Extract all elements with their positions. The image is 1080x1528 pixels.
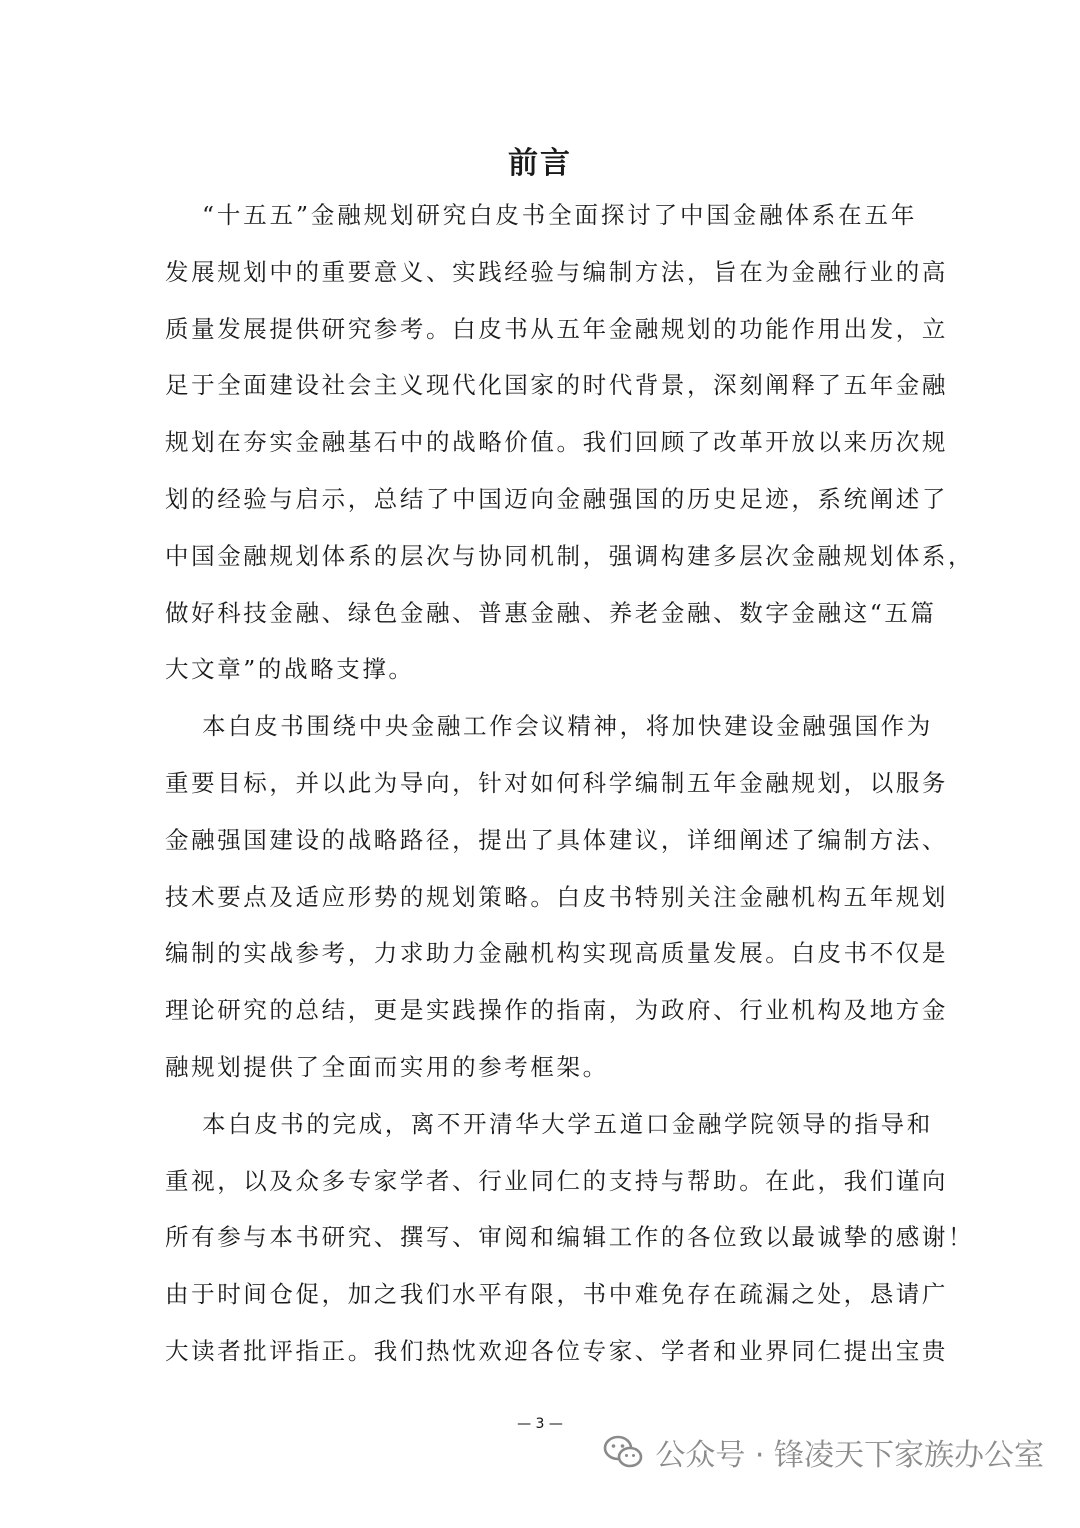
text-line: 金融强国建设的战略路径，提出了具体建议，详细阐述了编制方法、	[165, 825, 948, 854]
wechat-icon	[603, 1434, 643, 1470]
text-line: 发展规划中的重要意义、实践经验与编制方法，旨在为金融行业的高	[165, 257, 948, 286]
page-title: 前言	[508, 146, 572, 181]
page-number: — 3 —	[517, 1416, 563, 1432]
paragraph-2	[165, 698, 948, 1096]
text-line: 做好科技金融、绿色金融、普惠金融、养老金融、数字金融这“五篇	[165, 598, 937, 627]
text-line: “十五五”金融规划研究白皮书全面探讨了中国金融体系在五年	[202, 201, 917, 229]
text-line: 本白皮书围绕中央金融工作会议精神，将加快建设金融强国作为	[202, 712, 933, 741]
text-line: 大读者批评指正。我们热忱欢迎各位专家、学者和业界同仁提出宝贵	[165, 1336, 948, 1365]
text-line: 规划在夯实金融基石中的战略价值。我们回顾了改革开放以来历次规	[165, 428, 948, 457]
text-line: 大文章”的战略支撑。	[165, 655, 415, 684]
text-line: 中国金融规划体系的层次与协同机制，强调构建多层次金融规划体系，	[165, 541, 975, 570]
watermark-text: 公众号 · 锋凌天下家族办公室	[655, 1438, 1044, 1473]
text-line: 划的经验与启示，总结了中国迈向金融强国的历史足迹，系统阐述了	[165, 484, 948, 513]
text-line: 质量发展提供研究参考。白皮书从五年金融规划的功能作用出发，立	[165, 314, 948, 343]
text-line: 重视，以及众多专家学者、行业同仁的支持与帮助。在此，我们谨向	[165, 1166, 948, 1195]
watermark	[603, 1430, 1044, 1474]
text-line: 足于全面建设社会主义现代化国家的时代背景，深刻阐释了五年金融	[165, 371, 948, 400]
text-line: 本白皮书的完成，离不开清华大学五道口金融学院领导的指导和	[202, 1109, 933, 1138]
text-line: 技术要点及适应形势的规划策略。白皮书特别关注金融机构五年规划	[165, 882, 948, 911]
text-line: 由于时间仓促，加之我们水平有限，书中难免存在疏漏之处，恳请广	[165, 1280, 948, 1309]
text-line: 所有参与本书研究、撰写、审阅和编辑工作的各位致以最诚挚的感谢！	[165, 1223, 975, 1252]
document-body	[165, 187, 975, 1380]
text-line: 编制的实战参考，力求助力金融机构实现高质量发展。白皮书不仅是	[165, 939, 948, 968]
text-line: 融规划提供了全面而实用的参考框架。	[165, 1052, 609, 1081]
paragraph-1	[165, 187, 975, 698]
paragraph-3	[165, 1096, 975, 1380]
text-line: 重要目标，并以此为导向，针对如何科学编制五年金融规划，以服务	[165, 768, 948, 797]
text-line: 理论研究的总结，更是实践操作的指南，为政府、行业机构及地方金	[165, 996, 948, 1025]
